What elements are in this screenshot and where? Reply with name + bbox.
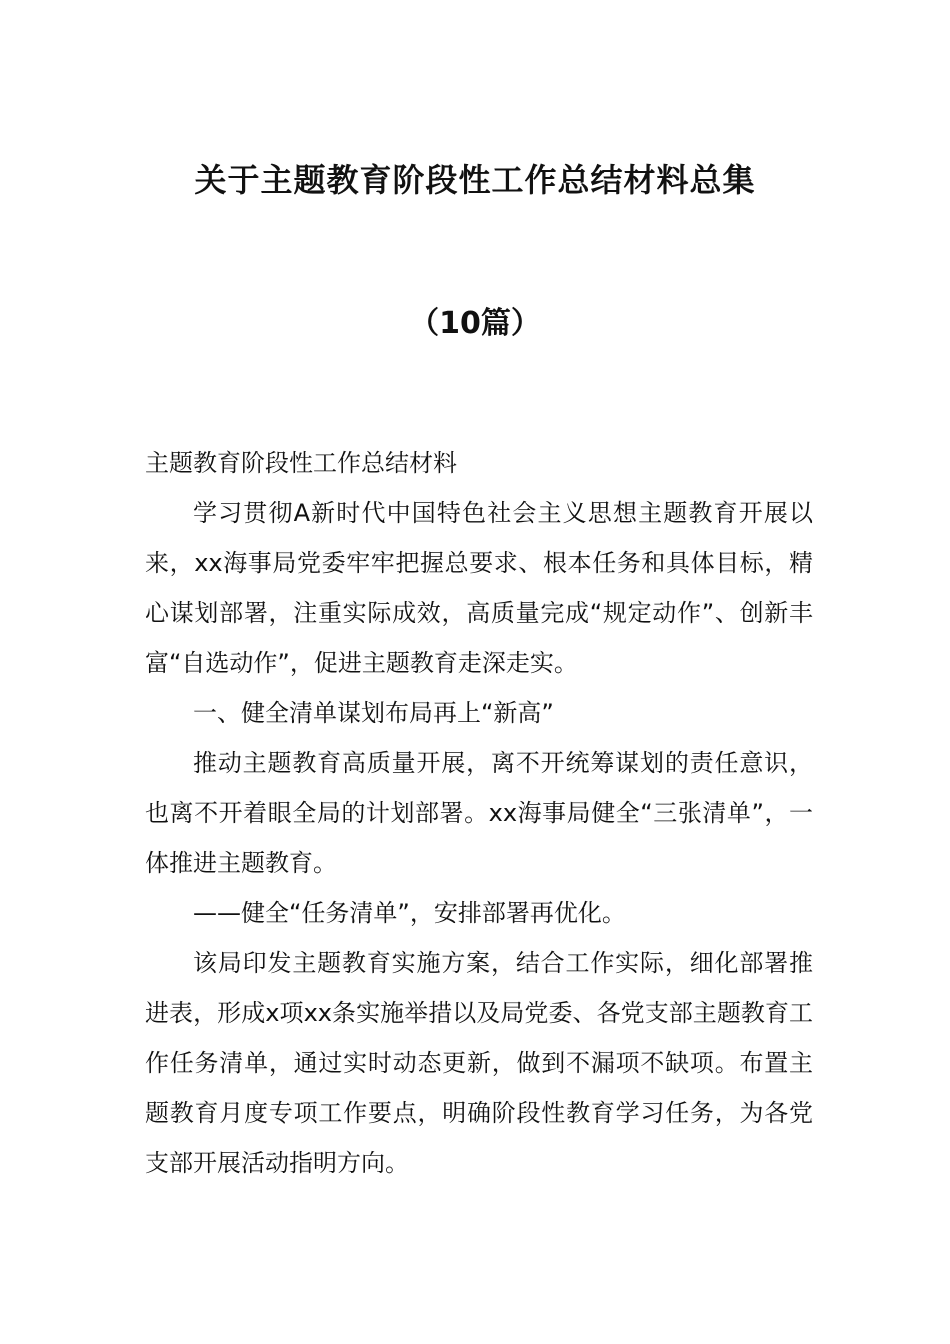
paragraph-task-list: 该局印发主题教育实施方案，结合工作实际，细化部署推进表，形成x项xx条实施举措以及局党委、各党支部主题教育工作任务清单，通过实时动态更新，做到不漏项不缺项。布置主题教育月度专项工作要点，明确阶段性教育学习任务，为各党支部开展活动指明方向。: [145, 949, 813, 1177]
sub-heading-task-list: ——健全“任务清单”，安排部署再优化。: [193, 899, 626, 927]
paragraph-intro: 学习贯彻A新时代中国特色社会主义思想主题教育开展以来，xx海事局党委牢牢把握总要求、根本任务和具体目标，精心谋划部署，注重实际成效，高质量完成“规定动作”、创新丰富“自选动作”，促进主题教育走深走实。: [145, 499, 813, 677]
section-heading: 主题教育阶段性工作总结材料: [145, 449, 457, 477]
paragraph-overview: 推动主题教育高质量开展，离不开统筹谋划的责任意识，也离不开着眼全局的计划部署。xx海事局健全“三张清单”，一体推进主题教育。: [145, 749, 813, 877]
document-body: [145, 438, 813, 1188]
document-subtitle: （10篇）: [409, 306, 541, 341]
document-title: 关于主题教育阶段性工作总结材料总集: [194, 161, 756, 199]
heading-level-one: 一、健全清单谋划布局再上“新高”: [193, 699, 554, 727]
